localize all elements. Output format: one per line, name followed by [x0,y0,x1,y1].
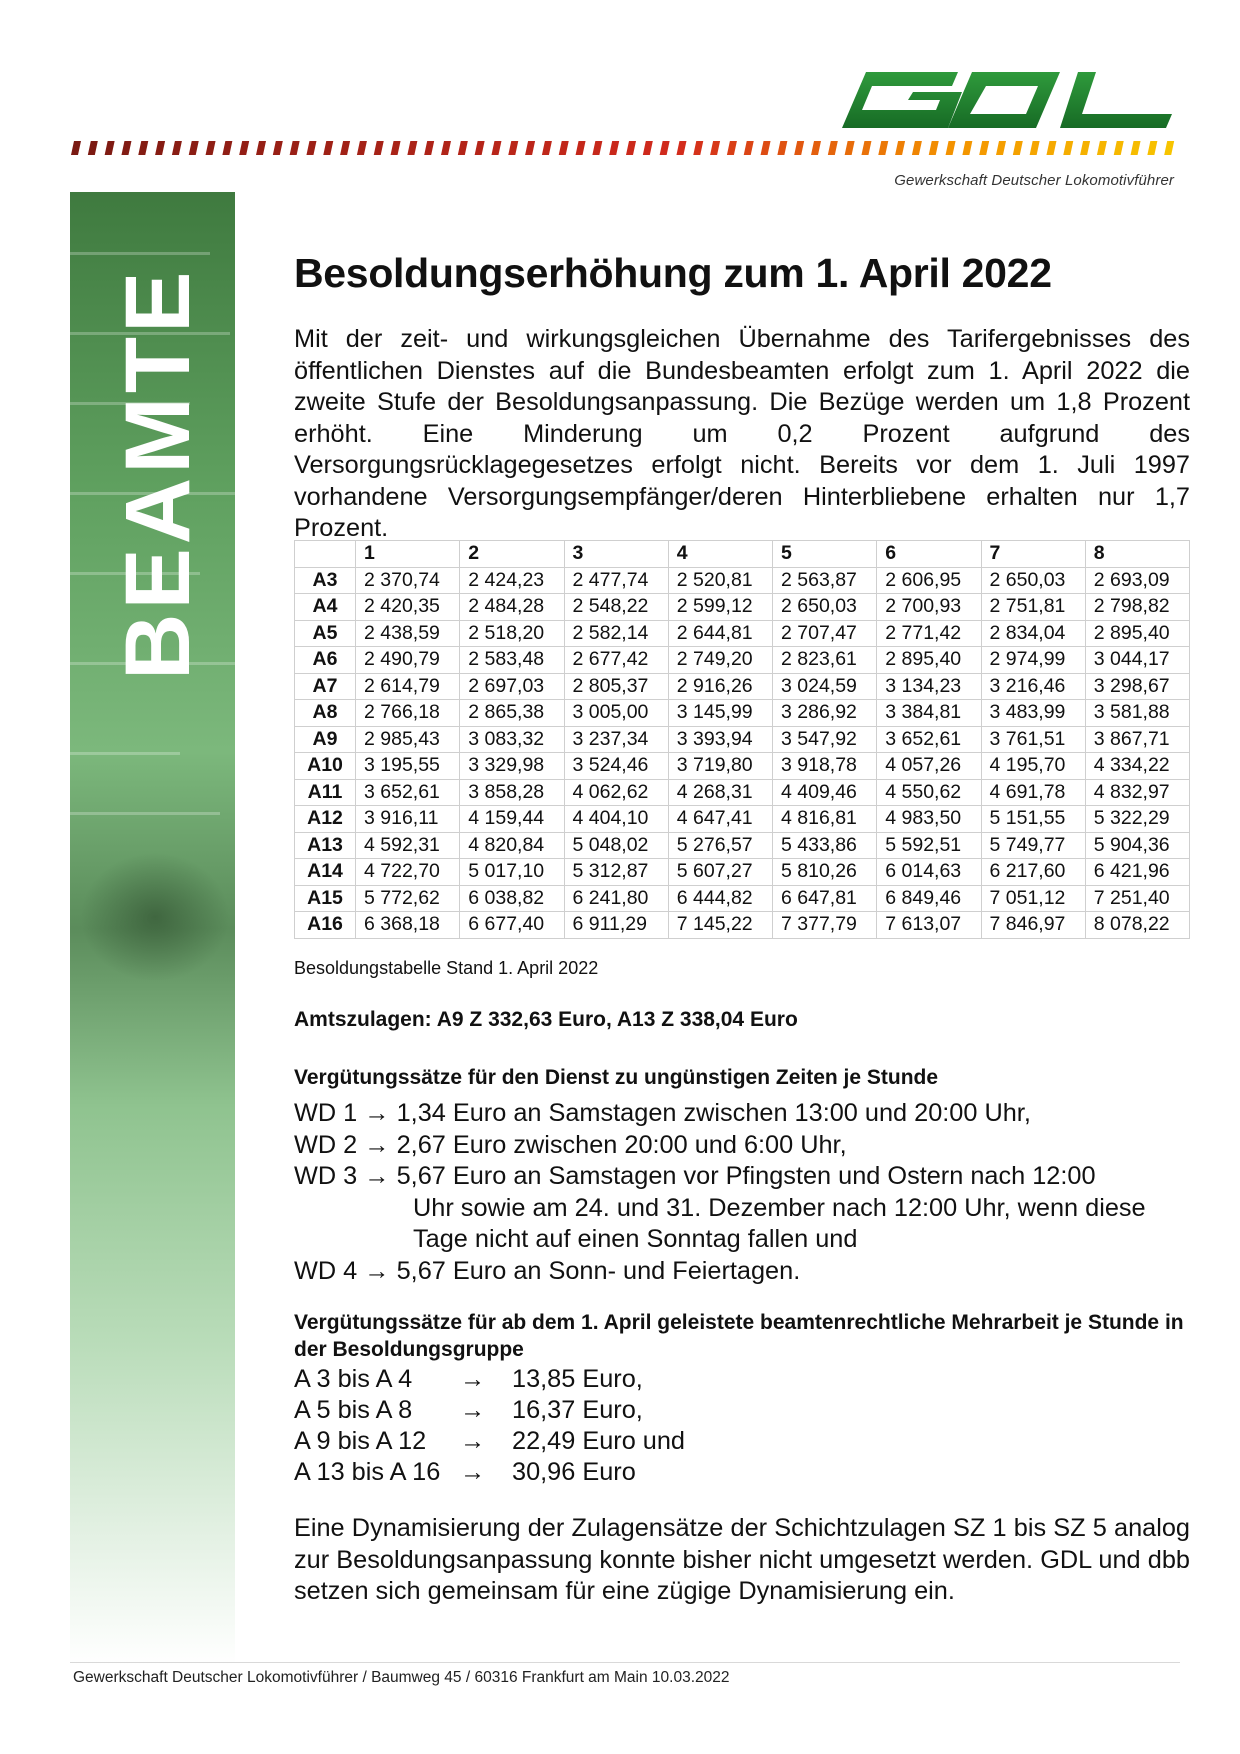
table-cell: 2 766,18 [356,700,460,727]
stripe-mark [1013,141,1023,155]
stripe-mark [273,141,283,155]
table-cell: 4 691,78 [981,779,1085,806]
stripe-mark [256,141,266,155]
table-cell: 2 518,20 [460,620,564,647]
stripe-mark [710,141,720,155]
table-cell: 2 751,81 [981,594,1085,621]
stripe-mark [845,141,855,155]
table-cell: 2 614,79 [356,673,460,700]
table-cell: 6 444,82 [668,885,772,912]
table-header-cell: 6 [877,541,981,568]
stripe-mark [340,141,350,155]
stripe-mark [693,141,703,155]
table-cell: 5 749,77 [981,832,1085,859]
overtime-group: A 13 bis A 16 [294,1458,441,1486]
table-header-cell: 5 [773,541,877,568]
table-cell: 4 159,44 [460,806,564,833]
intro-paragraph: Mit der zeit- und wirkungsgleichen Übernahme des Tarifergebnisses des öffentlichen Dienstes auf die Bundesbeamten erfolgt zum 1. April 2022 die zweite Stufe der Besoldungsanpassung. Die Bezüge werden um 1,8 Prozent erhöht. Eine Minderung um 0,2 Prozent aufgrund des Versorgungsrücklagegesetzes erfolgt nicht. Bereits vor dem 1. Juli 1997 vorhandene Versorgungsempfänger/deren Hinterbliebene erhalten nur 1,7 Prozent. [294,325,1190,542]
table-header-cell: 4 [668,541,772,568]
table-corner-cell [295,541,356,568]
table-cell: 6 241,80 [564,885,668,912]
table-cell: 2 477,74 [564,567,668,594]
stripe-mark [105,141,115,155]
overtime-rate: 30,96 Euro [512,1458,636,1486]
table-row [295,620,1190,647]
table-cell: 5 592,51 [877,832,981,859]
table-cell: 3 918,78 [773,753,877,780]
pay-table [294,540,1190,939]
table-cell: 3 524,46 [564,753,668,780]
grade-cell: A11 [295,779,356,806]
stripe-mark [155,141,165,155]
list-item [294,1098,1194,1130]
stripe-mark [946,141,956,155]
table-cell: 6 911,29 [564,912,668,939]
overtime-row [294,1426,685,1457]
arrow-icon: → [460,1458,486,1486]
list-item-text: WD 1 → 1,34 Euro an Samstagen zwischen 13:00 und 20:00 Uhr, [294,1099,1031,1127]
arrow-icon: → [460,1365,486,1393]
table-cell: 2 484,28 [460,594,564,621]
stripe-mark [189,141,199,155]
table-cell: 7 051,12 [981,885,1085,912]
table-header-cell: 7 [981,541,1085,568]
table-cell: 3 858,28 [460,779,564,806]
stripe-mark [1030,141,1040,155]
overtime-group: A 9 bis A 12 [294,1427,427,1455]
table-cell: 6 421,96 [1085,859,1189,886]
table-cell: 4 062,62 [564,779,668,806]
stripe-mark [878,141,888,155]
table-cell: 7 377,79 [773,912,877,939]
stripe-mark [1080,141,1090,155]
overtime-rate: 13,85 Euro, [512,1365,643,1393]
grade-cell: A15 [295,885,356,912]
stripe-mark [576,141,586,155]
table-row [295,859,1190,886]
grade-cell: A7 [295,673,356,700]
allowances-line: Amtszulagen: A9 Z 332,63 Euro, A13 Z 338,04 Euro [294,1008,798,1031]
stripe-mark [357,141,367,155]
stripe-mark [676,141,686,155]
stripe-mark [1063,141,1073,155]
stripe-mark [1097,141,1107,155]
table-cell: 5 322,29 [1085,806,1189,833]
table-cell: 4 592,31 [356,832,460,859]
table-cell: 2 520,81 [668,567,772,594]
stripe-mark [996,141,1006,155]
tagline: Gewerkschaft Deutscher Lokomotivführer [894,172,1174,189]
table-cell: 3 329,98 [460,753,564,780]
stripe-mark [542,141,552,155]
arrow-icon: → [460,1427,486,1455]
table-row [295,832,1190,859]
table-cell: 3 024,59 [773,673,877,700]
overtime-group: A 3 bis A 4 [294,1365,413,1393]
list-item-text: WD 3 → 5,67 Euro an Samstagen vor Pfingsten und Ostern nach 12:00 [294,1162,1096,1190]
table-cell: 2 916,26 [668,673,772,700]
stripe-mark [239,141,249,155]
table-cell: 3 216,46 [981,673,1085,700]
table-cell: 3 652,61 [356,779,460,806]
table-cell: 4 195,70 [981,753,1085,780]
table-cell: 3 044,17 [1085,647,1189,674]
table-cell: 2 865,38 [460,700,564,727]
table-cell: 5 312,87 [564,859,668,886]
stripe-mark [391,141,401,155]
table-cell: 2 548,22 [564,594,668,621]
grade-cell: A14 [295,859,356,886]
table-header-cell: 2 [460,541,564,568]
stripe-mark [1114,141,1124,155]
table-cell: 3 134,23 [877,673,981,700]
table-cell: 5 904,36 [1085,832,1189,859]
stripe-mark [441,141,451,155]
table-cell: 4 334,22 [1085,753,1189,780]
stripe-mark [744,141,754,155]
table-cell: 2 599,12 [668,594,772,621]
grade-cell: A16 [295,912,356,939]
table-cell: 3 916,11 [356,806,460,833]
table-cell: 4 647,41 [668,806,772,833]
table-cell: 4 550,62 [877,779,981,806]
table-header-row [295,541,1190,568]
table-cell: 2 749,20 [668,647,772,674]
table-cell: 5 048,02 [564,832,668,859]
table-cell: 2 834,04 [981,620,1085,647]
stripe-mark [895,141,905,155]
table-cell: 6 849,46 [877,885,981,912]
table-cell: 5 017,10 [460,859,564,886]
list-item [294,1161,1194,1256]
table-row [295,779,1190,806]
table-cell: 2 805,37 [564,673,668,700]
gdl-logo [838,70,1178,140]
table-cell: 4 268,31 [668,779,772,806]
footer-divider [70,1662,1180,1663]
grade-cell: A6 [295,647,356,674]
table-cell: 2 420,35 [356,594,460,621]
stripe-mark [525,141,535,155]
table-cell: 3 867,71 [1085,726,1189,753]
table-cell: 6 014,63 [877,859,981,886]
table-cell: 6 368,18 [356,912,460,939]
stripe-mark [1147,141,1157,155]
table-cell: 3 298,67 [1085,673,1189,700]
table-cell: 5 607,27 [668,859,772,886]
table-row [295,700,1190,727]
table-cell: 4 983,50 [877,806,981,833]
stripe-mark [1046,141,1056,155]
table-cell: 3 483,99 [981,700,1085,727]
footer-text: Gewerkschaft Deutscher Lokomotivführer / Baumweg 45 / 60316 Frankfurt am Main 10.03.2022 [73,1669,730,1686]
stripe-mark [929,141,939,155]
table-cell: 2 895,40 [1085,620,1189,647]
overtime-list [294,1364,685,1488]
stripe-mark [1131,141,1141,155]
table-cell: 2 563,87 [773,567,877,594]
stripe-mark [71,141,81,155]
table-cell: 2 771,42 [877,620,981,647]
stripe-mark [794,141,804,155]
table-cell: 2 644,81 [668,620,772,647]
stripe-mark [626,141,636,155]
overtime-row [294,1364,685,1395]
table-cell: 6 038,82 [460,885,564,912]
table-cell: 3 083,32 [460,726,564,753]
table-cell: 3 286,92 [773,700,877,727]
grade-cell: A8 [295,700,356,727]
stripe-mark [475,141,485,155]
table-cell: 2 697,03 [460,673,564,700]
table-row [295,806,1190,833]
table-cell: 2 650,03 [981,567,1085,594]
table-cell: 2 583,48 [460,647,564,674]
table-cell: 2 438,59 [356,620,460,647]
table-cell: 5 276,57 [668,832,772,859]
grade-cell: A3 [295,567,356,594]
sidebar-label: BEAMTE [107,267,209,680]
table-cell: 2 582,14 [564,620,668,647]
table-cell: 5 810,26 [773,859,877,886]
table-cell: 5 772,62 [356,885,460,912]
table-cell: 6 647,81 [773,885,877,912]
stripe-mark [643,141,653,155]
table-cell: 4 057,26 [877,753,981,780]
stripe-mark [290,141,300,155]
stripe-mark [491,141,501,155]
table-cell: 2 985,43 [356,726,460,753]
grade-cell: A9 [295,726,356,753]
table-cell: 3 145,99 [668,700,772,727]
grade-cell: A13 [295,832,356,859]
table-cell: 7 613,07 [877,912,981,939]
stripe-mark [761,141,771,155]
overtime-rate: 16,37 Euro, [512,1396,643,1424]
table-cell: 3 393,94 [668,726,772,753]
table-row [295,885,1190,912]
table-row [295,647,1190,674]
table-cell: 8 078,22 [1085,912,1189,939]
table-cell: 5 433,86 [773,832,877,859]
list-item [294,1130,1194,1162]
stripe-mark [660,141,670,155]
table-cell: 7 145,22 [668,912,772,939]
list-item-continuation: Uhr sowie am 24. und 31. Dezember nach 12:00 Uhr, wenn diese Tage nicht auf einen Sonntag fallen und [413,1193,1146,1253]
overtime-group: A 5 bis A 8 [294,1396,413,1424]
overtime-row [294,1457,685,1488]
stripe-mark [811,141,821,155]
stripe-mark [374,141,384,155]
table-cell: 4 816,81 [773,806,877,833]
table-cell: 4 722,70 [356,859,460,886]
stripe-mark [172,141,182,155]
table-cell: 2 490,79 [356,647,460,674]
table-cell: 2 823,61 [773,647,877,674]
table-cell: 3 652,61 [877,726,981,753]
table-caption: Besoldungstabelle Stand 1. April 2022 [294,958,599,978]
table-cell: 5 151,55 [981,806,1085,833]
page-title: Besoldungserhöhung zum 1. April 2022 [294,250,1052,296]
table-row [295,594,1190,621]
table-cell: 4 409,46 [773,779,877,806]
table-cell: 3 719,80 [668,753,772,780]
stripe-mark [1164,141,1174,155]
overtime-row [294,1395,685,1426]
closing-paragraph: Eine Dynamisierung der Zulagensätze der Schichtzulagen SZ 1 bis SZ 5 analog zur Besoldungsanpassung konnte bisher nicht umgesetzt werden. GDL und dbb setzen sich gemeinsam für eine zügige Dynamisierung ein. [294,1514,1190,1605]
stripe-mark [861,141,871,155]
unsocial-hours-heading: Vergütungssätze für den Dienst zu ungünstigen Zeiten je Stunde [294,1066,939,1089]
table-cell: 3 384,81 [877,700,981,727]
table-cell: 4 832,97 [1085,779,1189,806]
stripe-mark [777,141,787,155]
table-row [295,567,1190,594]
table-row [295,726,1190,753]
unsocial-hours-list [294,1098,1194,1287]
stripe-mark [727,141,737,155]
table-cell: 2 650,03 [773,594,877,621]
table-header-cell: 3 [564,541,668,568]
table-cell: 7 846,97 [981,912,1085,939]
grade-cell: A10 [295,753,356,780]
stripe-mark [458,141,468,155]
table-cell: 4 404,10 [564,806,668,833]
table-cell: 3 195,55 [356,753,460,780]
table-cell: 2 424,23 [460,567,564,594]
list-item-text: WD 4 → 5,67 Euro an Sonn- und Feiertagen. [294,1256,801,1285]
stripe-mark [88,141,98,155]
table-cell: 2 700,93 [877,594,981,621]
table-header-cell: 1 [356,541,460,568]
table-cell: 4 820,84 [460,832,564,859]
stripe-mark [979,141,989,155]
overtime-rate: 22,49 Euro und [512,1427,686,1455]
grade-cell: A5 [295,620,356,647]
table-cell: 3 581,88 [1085,700,1189,727]
table-cell: 2 693,09 [1085,567,1189,594]
list-item-text: WD 2 → 2,67 Euro zwischen 20:00 und 6:00 Uhr, [294,1130,847,1159]
stripe-mark [222,141,232,155]
table-cell: 2 606,95 [877,567,981,594]
stripe-mark [962,141,972,155]
stripe-mark [828,141,838,155]
table-cell: 2 370,74 [356,567,460,594]
stripe-mark [121,141,131,155]
table-row [295,912,1190,939]
list-item [294,1256,1194,1288]
stripe-mark [609,141,619,155]
table-row [295,753,1190,780]
stripe-mark [206,141,216,155]
table-cell: 2 974,99 [981,647,1085,674]
overtime-heading: Vergütungssätze für ab dem 1. April geleistete beamtenrechtliche Mehrarbeit je Stunde in der Besoldungsgruppe [294,1311,1184,1361]
table-cell: 2 677,42 [564,647,668,674]
stripe-mark [138,141,148,155]
decorative-stripes [70,141,1180,155]
table-cell: 6 677,40 [460,912,564,939]
stripe-mark [407,141,417,155]
table-cell: 3 547,92 [773,726,877,753]
table-cell: 2 895,40 [877,647,981,674]
table-cell: 2 798,82 [1085,594,1189,621]
table-cell: 3 237,34 [564,726,668,753]
grade-cell: A12 [295,806,356,833]
table-cell: 7 251,40 [1085,885,1189,912]
stripe-mark [592,141,602,155]
stripe-mark [306,141,316,155]
stripe-mark [912,141,922,155]
table-cell: 3 761,51 [981,726,1085,753]
table-cell: 6 217,60 [981,859,1085,886]
stripe-mark [559,141,569,155]
stripe-mark [508,141,518,155]
table-header-cell: 8 [1085,541,1189,568]
stripe-mark [424,141,434,155]
gdl-logo-mark [838,70,1178,140]
grade-cell: A4 [295,594,356,621]
stripe-mark [323,141,333,155]
arrow-icon: → [460,1396,486,1424]
table-cell: 2 707,47 [773,620,877,647]
table-row [295,673,1190,700]
table-cell: 3 005,00 [564,700,668,727]
